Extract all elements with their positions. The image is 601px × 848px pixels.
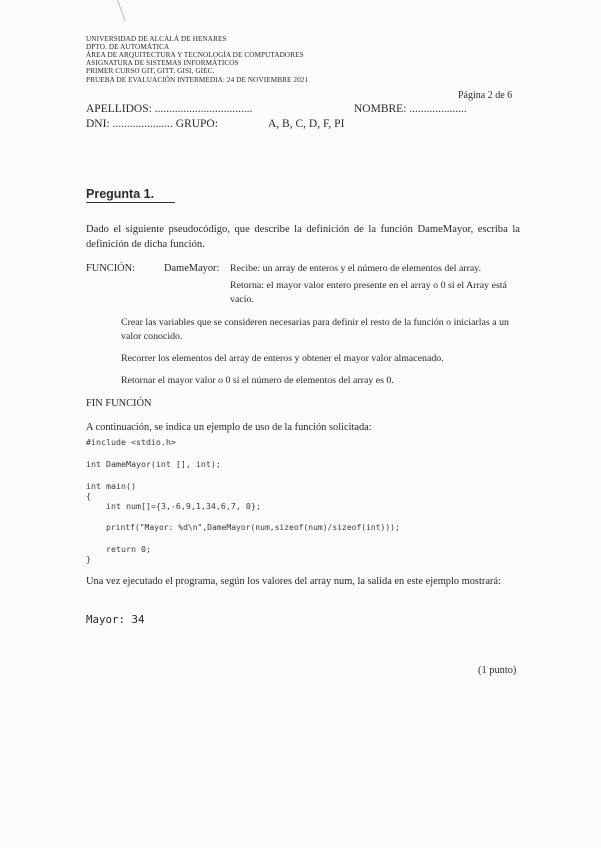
fin-funcion: FIN FUNCIÓN (86, 398, 152, 409)
code-line-array: int num[]={3,-6,9,1,34,6,7, 0}; (106, 501, 261, 511)
header-course: PRIMER CURSO GIT, GITT, GISI, GIEC. (86, 67, 215, 75)
code-line-prototype: int DameMayor(int [], int); (86, 459, 221, 469)
example-intro: A continuación, se indica un ejemplo de uso de la función solicitada: (86, 422, 372, 433)
code-line-close-brace: } (86, 554, 91, 564)
program-output: Mayor: 34 (86, 613, 145, 626)
scan-artifact-line (117, 0, 125, 21)
header-university: UNIVERSIDAD DE ALCALÁ DE HENARES (86, 35, 227, 43)
recibe-text: Recibe: un array de enteros y el número de elementos del array. (230, 263, 482, 274)
code-line-return: return 0; (106, 544, 151, 554)
step-create-variables: Crear las variables que se consideren necesarias para definir el resto de la función o iniciarlas a un valor conocido. (121, 317, 509, 342)
function-name: DameMayor: (164, 263, 220, 274)
step-return-max: Retornar el mayor valor o 0 si el número de elementos del array es 0. (121, 375, 394, 386)
question-intro: Dado el siguiente pseudocódigo, que describe la definición de la función DameMayor, escriba la definición de dicha función. (86, 224, 520, 250)
apellidos-field: APELLIDOS: .................................. (86, 103, 253, 115)
step-iterate-array: Recorrer los elementos del array de enteros y obtener el mayor valor almacenado. (121, 353, 444, 364)
header-area: ÁREA DE ARQUITECTURA Y TECNOLOGÍA DE COMPUTADORES (86, 51, 304, 59)
retorna-text: Retorna: el mayor valor entero presente en el array o 0 si el Array está vacío. (230, 280, 507, 305)
funcion-label: FUNCIÓN: (86, 263, 136, 274)
question-points: (1 punto) (478, 665, 517, 676)
grupo-options: A, B, C, D, F, PI (268, 118, 345, 130)
dni-grupo-field: DNI: ..................... GRUPO: (86, 118, 218, 130)
header-exam: PRUEBA DE EVALUACIÓN INTERMEDIA: 24 DE NOVIEMBRE 2021 (86, 76, 309, 84)
output-description: Una vez ejecutado el programa, según los valores del array num, la salida en este ejemplo mostrará: (86, 576, 501, 587)
header-department: DPTO. DE AUTOMÁTICA (86, 43, 170, 51)
page-number: Página 2 de 6 (458, 90, 513, 101)
code-line-open-brace: { (86, 491, 91, 501)
nombre-field: NOMBRE: .................... (354, 103, 467, 115)
question-title: Pregunta 1. (86, 187, 155, 201)
code-line-include: #include <stdio.h> (86, 437, 176, 447)
title-underline (86, 202, 175, 203)
code-line-printf: printf("Mayor: %d\n",DameMayor(num,sizeof(num)/sizeof(int))); (106, 523, 400, 532)
code-line-main: int main() (86, 481, 136, 491)
header-subject: ASIGNATURA DE SISTEMAS INFORMÁTICOS (86, 59, 239, 67)
